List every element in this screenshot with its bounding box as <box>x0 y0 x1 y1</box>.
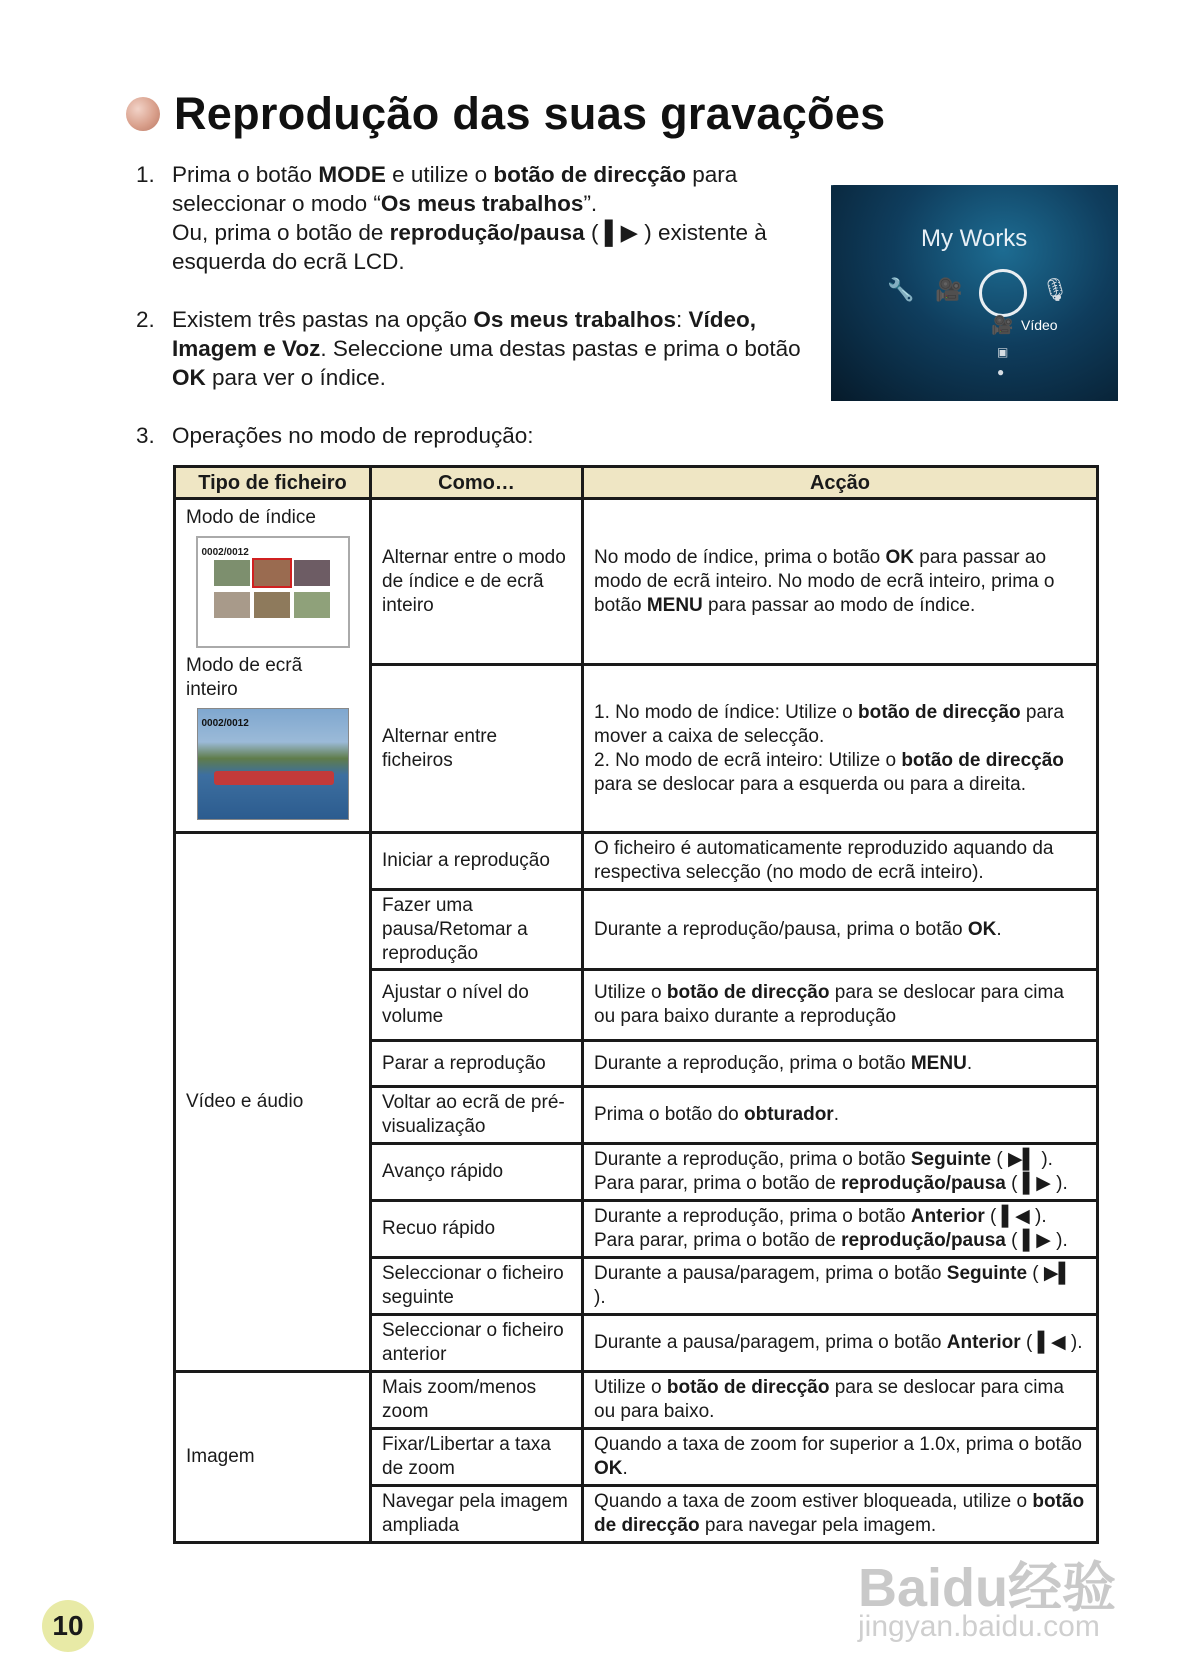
page-title: Reprodução das suas gravações <box>174 88 886 139</box>
index-fullscreen-cell: Modo de índice 0002/0012 Modo de ecrã inteiro 0002/0012 <box>175 499 371 833</box>
table-row: Navegar pela imagem ampliada Quando a taxa de zoom estiver bloqueada, utilize o botão de direcção para navegar pela imagem. <box>175 1486 1098 1543</box>
magnifier-icon <box>979 269 1027 317</box>
wrench-icon: 🔧 <box>887 277 915 302</box>
microphone-icon: 🎙 <box>1041 277 1069 302</box>
step-3: 3. Operações no modo de reprodução: <box>136 423 534 448</box>
table-row: Seleccionar o ficheiro anterior Durante a pausa/paragem, prima o botão Anterior ( ▌◀ ). <box>175 1315 1098 1372</box>
table-row: Recuo rápido Durante a reprodução, prima o botão Anterior ( ▌◀ ). Para parar, prima o botão de reprodução/pausa ( ▌▶ ). <box>175 1201 1098 1258</box>
screen-selected-label: Vídeo <box>1021 317 1058 333</box>
header-type: Tipo de ficheiro <box>175 467 371 499</box>
table-row: Avanço rápido Durante a reprodução, prima o botão Seguinte ( ▶▌ ). Para parar, prima o botão de reprodução/pausa ( ▌▶ ). <box>175 1144 1098 1201</box>
watermark-logo: Baidu经验 <box>858 1558 1117 1618</box>
table-row: Modo de índice 0002/0012 Modo de ecrã inteiro 0002/0012 Alternar entre o modo de índice e de ecrã inteiro No modo de índice, prima o botão OK para passar ao modo de ecrã inteiro. No modo de ecrã inteiro, prima o botão MENU para passar ao modo de índice. <box>175 499 1098 665</box>
header-how: Como… <box>371 467 583 499</box>
table-row: Imagem Mais zoom/menos zoom Utilize o botão de direcção para se deslocar para cima ou para baixo. <box>175 1372 1098 1429</box>
video-folder-icon: 🎥 <box>991 315 1014 335</box>
play-pause-icon: ( ▌▶ ). <box>1005 1173 1068 1194</box>
table-row: Vídeo e áudio Iniciar a reprodução O ficheiro é automaticamente reproduzido aquando da respectiva selecção (no modo de ecrã inteiro). <box>175 833 1098 890</box>
previous-icon: ( ▌◀ ). <box>1020 1332 1083 1353</box>
play-pause-icon: ( ▌▶ ). <box>1005 1230 1068 1251</box>
watermark-url: jingyan.baidu.com <box>858 1610 1100 1643</box>
my-works-screenshot <box>831 185 1118 401</box>
page-number: 10 <box>42 1600 94 1652</box>
table-row: Fazer uma pausa/Retomar a reprodução Durante a reprodução/pausa, prima o botão OK. <box>175 890 1098 970</box>
table-row: Seleccionar o ficheiro seguinte Durante a pausa/paragem, prima o botão Seguinte ( ▶▌ ). <box>175 1258 1098 1315</box>
section-heading <box>126 88 886 140</box>
index-mode-thumbnail: 0002/0012 <box>196 536 350 648</box>
table-header-row <box>175 467 1098 499</box>
table-row: Alternar entre ficheiros 1. No modo de índice: Utilize o botão de direcção para mover a caixa de selecção. 2. No modo de ecrã inteiro: Utilize o botão de direcção para se deslocar para a esquerda ou para a direita. <box>175 665 1098 833</box>
table-row: Fixar/Libertar a taxa de zoom Quando a taxa de zoom for superior a 1.0x, prima o botão OK. <box>175 1429 1098 1486</box>
fullscreen-mode-thumbnail: 0002/0012 <box>197 708 349 820</box>
image-cell: Imagem <box>175 1372 371 1543</box>
step-1: 1. Prima o botão MODE e utilize o botão de direcção para seleccionar o modo “Os meus trabalhos”. Ou, prima o botão de reprodução/pausa ( ▌▶ ) existente à esquerda do ecrã LCD. <box>136 162 767 274</box>
table-row: Voltar ao ecrã de pré-visualização Prima o botão do obturador. <box>175 1087 1098 1144</box>
next-icon: ( ▶▌ ). <box>594 1263 1072 1308</box>
step-2: 2. Existem três pastas na opção Os meus trabalhos: Vídeo, Imagem e Voz. Seleccione uma destas pastas e prima o botão OK para ver o índice. <box>136 307 801 390</box>
camera-icon: ▣ <box>997 345 1009 359</box>
table-row: Ajustar o nível do volume Utilize o botão de direcção para se deslocar para cima ou para baixo durante a reprodução <box>175 970 1098 1041</box>
operations-table <box>173 465 1099 1544</box>
heading-bullet-icon <box>126 97 160 131</box>
play-pause-icon: ▌▶ <box>604 220 638 245</box>
voice-icon: ● <box>997 365 1005 379</box>
video-audio-cell: Vídeo e áudio <box>175 833 371 1372</box>
video-camera-icon: 🎥 <box>935 277 963 302</box>
next-icon: ( ▶▌ ). <box>991 1149 1053 1170</box>
screen-title: My Works <box>921 225 1028 252</box>
previous-icon: ( ▌◀ ). <box>984 1206 1047 1227</box>
table-row: Parar a reprodução Durante a reprodução, prima o botão MENU. <box>175 1041 1098 1087</box>
header-action: Acção <box>583 467 1098 499</box>
